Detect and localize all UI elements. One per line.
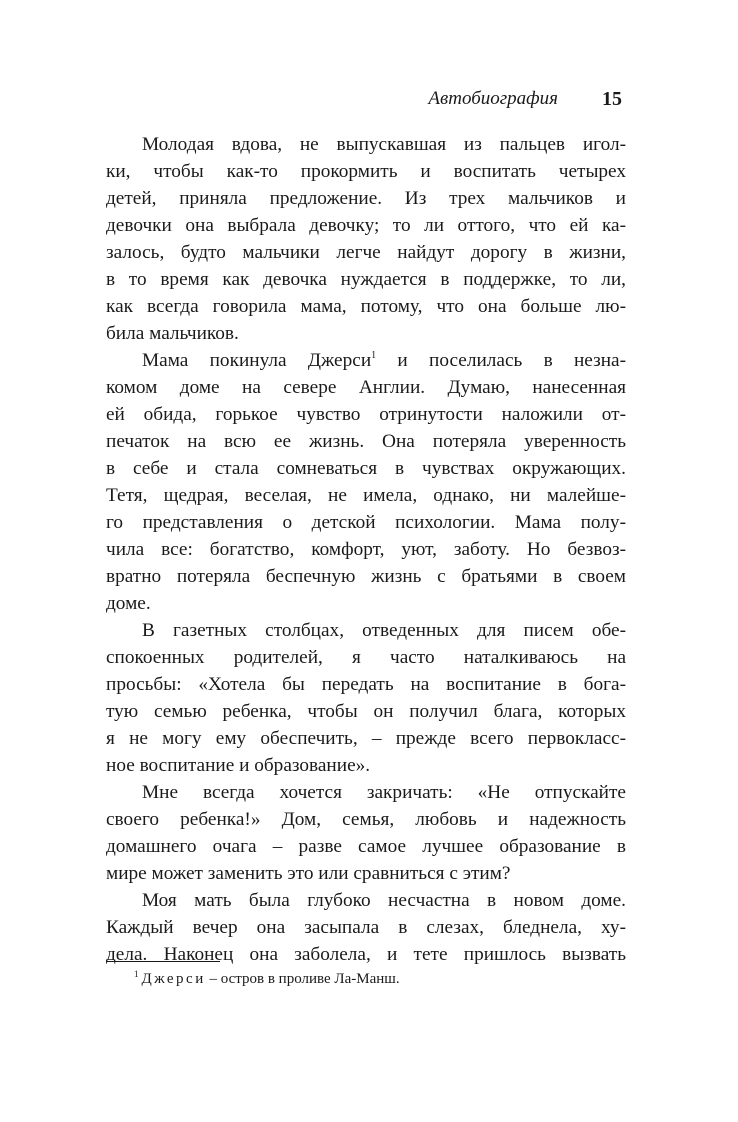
running-title: Автобиография xyxy=(428,88,558,109)
text-line: детей, приняла предложение. Из трех мальчиков и xyxy=(106,188,626,209)
page-body xyxy=(106,131,626,968)
footnote-divider xyxy=(106,961,220,962)
text-line: ки, чтобы как-то прокормить и воспитать четырех xyxy=(106,161,626,182)
footnote-number: 1 xyxy=(134,969,139,979)
text-line: в себе и стала сомневаться в чувствах окружающих. xyxy=(106,458,626,479)
text-line: доме. xyxy=(106,593,151,614)
footnote xyxy=(134,971,400,988)
text-line: залось, будто мальчики легче найдут дорогу в жизни, xyxy=(106,242,626,263)
text-line: мире может заменить это или сравниться с этим? xyxy=(106,863,511,884)
text-line: печаток на всю ее жизнь. Она потеряла уверенность xyxy=(106,431,626,452)
text-line: В газетных столбцах, отведенных для писем обе- xyxy=(142,620,626,641)
footnote-marker[interactable]: 1 xyxy=(371,350,377,361)
text-line: девочки она выбрала девочку; то ли оттого, что ей ка- xyxy=(106,215,626,236)
text-line: дела. Наконец она заболела, и тете пришлось вызвать xyxy=(106,944,626,965)
text-line: Мне всегда хочется закричать: «Не отпускайте xyxy=(142,782,626,803)
text-line: Молодая вдова, не выпускавшая из пальцев игол- xyxy=(142,134,626,155)
text-segment: Мама покинула Джерси xyxy=(142,350,372,371)
text-line: вратно потеряла беспечную жизнь с братьями в своем xyxy=(106,566,626,587)
text-line: спокоенных родителей, я часто наталкиваюсь на xyxy=(106,647,626,668)
paragraph xyxy=(106,779,626,887)
text-line: Тетя, щедрая, веселая, не имела, однако, ни малейше- xyxy=(106,485,626,506)
text-line: комом доме на севере Англии. Думаю, нанесенная xyxy=(106,377,626,398)
text-line: тую семью ребенка, чтобы он получил блага, которых xyxy=(106,701,626,722)
text-line: своего ребенка!» Дом, семья, любовь и надежность xyxy=(106,809,626,830)
text-line xyxy=(106,347,626,374)
text-segment: и поселилась в незна- xyxy=(376,350,626,371)
text-line: как всегда говорила мама, потому, что она больше лю- xyxy=(106,296,626,317)
text-line: в то время как девочка нуждается в поддержке, то ли, xyxy=(106,269,626,290)
footnote-text: – остров в проливе Ла-Манш. xyxy=(205,971,400,987)
paragraph xyxy=(106,131,626,347)
text-line: ей обида, горькое чувство отринутости наложили от- xyxy=(106,404,626,425)
text-line: го представления о детской психологии. Мама полу- xyxy=(106,512,626,533)
text-line: просьбы: «Хотела бы передать на воспитание в бога- xyxy=(106,674,626,695)
footnote-term: Джерси xyxy=(141,971,206,987)
page-number: 15 xyxy=(602,88,622,110)
text-line: я не могу ему обеспечить, – прежде всего первокласс- xyxy=(106,728,626,749)
paragraph xyxy=(106,617,626,779)
paragraph xyxy=(106,347,626,617)
text-line: ное воспитание и образование». xyxy=(106,755,371,776)
text-line: чила все: богатство, комфорт, уют, заботу. Но безвоз- xyxy=(106,539,626,560)
paragraph xyxy=(106,887,626,968)
text-line: Моя мать была глубоко несчастна в новом доме. xyxy=(142,890,626,911)
running-header xyxy=(106,88,626,118)
text-line: домашнего очага – разве самое лучшее образование в xyxy=(106,836,626,857)
text-line: Каждый вечер она засыпала в слезах, бледнела, ху- xyxy=(106,917,626,938)
text-line: била мальчиков. xyxy=(106,323,239,344)
